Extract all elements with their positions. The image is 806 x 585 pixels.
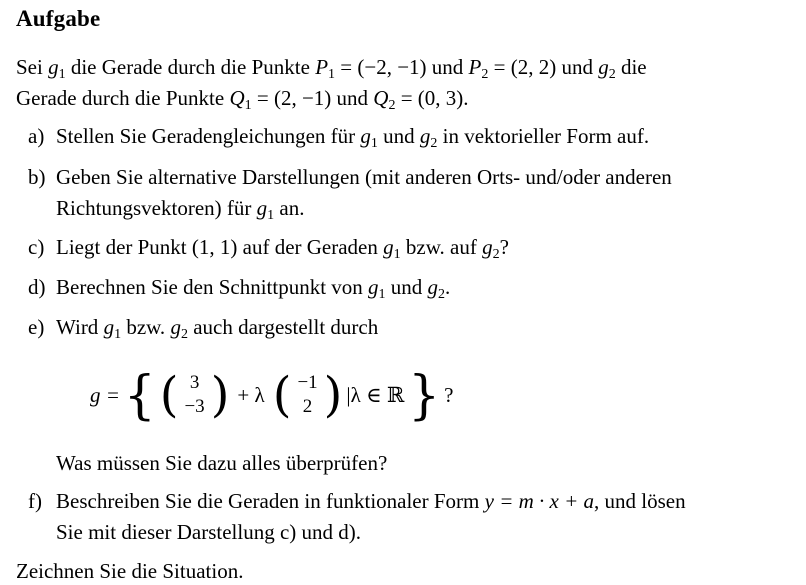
line-equation	[90, 364, 453, 426]
paren-close: )	[210, 367, 230, 423]
direction-vector: −1 2	[297, 372, 318, 417]
position-vector: 3 −3	[184, 372, 205, 417]
set-brace-open: {	[123, 364, 156, 426]
set-brace-close: }	[408, 364, 441, 426]
exercise-sheet: Aufgabe Sei $g_1$ die Gerade durch die Punkte $P_1 = (-2$, −1) und $P_2 = (2$, 2) und $g_2$ die Gerade durch die Punkte $Q_1 = (2$, −1) und $Q_2 = (0$, 3). a) Stellen Sie Geradengleichungen für $g_1$ und $g_2$ in vektorieller Form auf. b) Geben Sie alternative Darstellungen (mit anderen Orts- und/oder anderen Richtungsvektoren) für $g_1$ an. c) Liegt der Punkt (1, 1) auf der Geraden $g_1$ bzw. auf $g_2$? d) Berechnen Sie den Schnittpunkt von $g_1$ und $g_2$. e) Wird $g_1$ bzw. $g_2$ auch dargestellt durch g = { ( 3 −3 ) + λ ( −1 2 ) |λ ∈ ℝ } ? Was müssen Sie dazu alles überprüfen? f) Beschreiben Sie die Geraden in funktionaler Form y = m · x + a, und lösen Sie mit dieser Darstellung c) und d). Zeichnen Sie die Situation.	[0, 0, 806, 585]
closing-instruction: Zeichnen Sie die Situation.	[16, 559, 244, 583]
plus-lambda: + λ	[237, 382, 265, 407]
paren-open: (	[159, 367, 179, 423]
heading: Aufgabe	[16, 6, 101, 31]
intro-line-2: Gerade durch die Punkte $Q_1 = (2$, −1) und $Q_2 = (0$, 3).	[16, 86, 469, 113]
intro-line-1: Sei $g_1$ die Gerade durch die Punkte $P_1 = (-2$, −1) und $P_2 = (2$, 2) und $g_2$ die	[16, 55, 647, 82]
paren-close: )	[323, 367, 343, 423]
paren-open: (	[272, 367, 292, 423]
formula-lhs: g =	[90, 382, 120, 407]
set-condition: |λ ∈ ℝ	[346, 382, 405, 407]
formula-question: ?	[444, 382, 454, 407]
